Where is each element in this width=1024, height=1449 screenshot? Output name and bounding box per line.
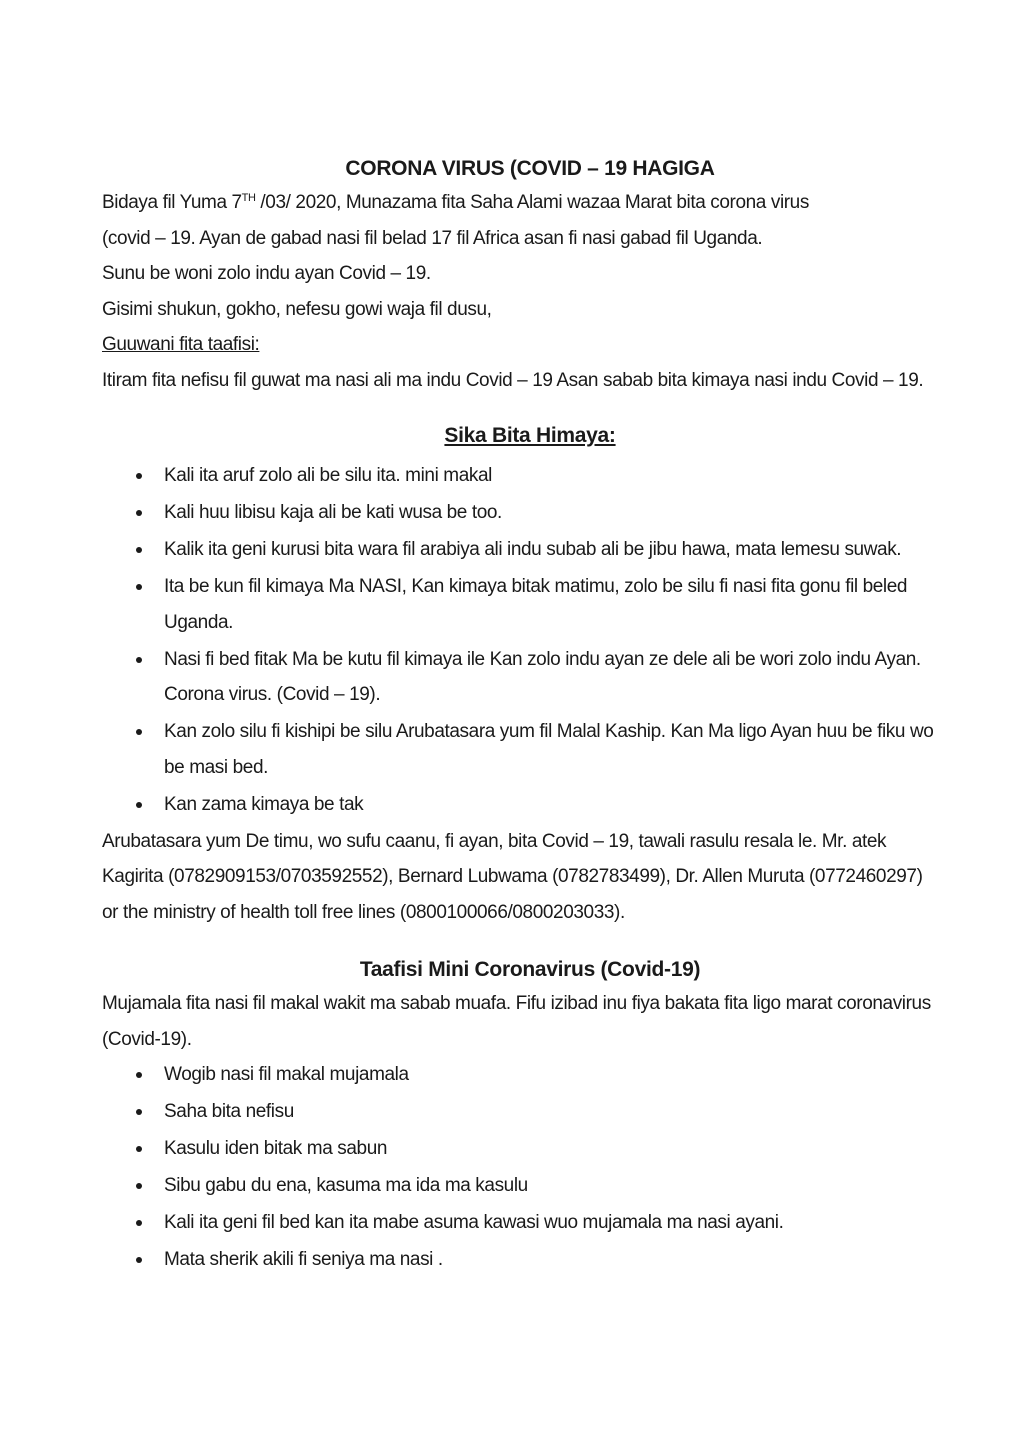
bullet-icon: [136, 729, 142, 735]
list-item: [102, 1131, 942, 1167]
list-item: [102, 642, 942, 713]
bullet-icon: [136, 547, 142, 553]
bullet-icon: [136, 1220, 142, 1226]
section1-symptoms-line: Sunu be woni zolo indu ayan Covid – 19.: [102, 263, 431, 284]
list-item: [102, 532, 942, 568]
section1-intro-line1: [102, 185, 942, 221]
list-item-text: Sibu gabu du ena, kasuma ma ida ma kasulu: [164, 1175, 528, 1196]
list-item: [102, 714, 942, 785]
list-item: [102, 787, 942, 823]
list-item: [102, 458, 942, 494]
bullet-icon: [136, 1183, 142, 1189]
section3-intro: Mujamala fita nasi fil makal wakit ma sabab muafa. Fifu izibad inu fiya bakata fita ligo marat coronavirus (Covid-19).: [102, 993, 931, 1050]
bullet-icon: [136, 584, 142, 590]
section2-title-text: Sika Bita Himaya:: [444, 424, 616, 447]
bullet-icon: [136, 510, 142, 516]
list-item-text: Kali ita aruf zolo ali be silu ita. mini makal: [164, 465, 492, 486]
list-item: [102, 1205, 942, 1241]
list-item-text: Kali huu libisu kaja ali be kati wusa be too.: [164, 502, 502, 523]
spacer: [102, 398, 942, 420]
section1-intro-line2: (covid – 19. Ayan de gabad nasi fil belad 17 fil Africa asan fi nasi gabad fil Uganda.: [102, 227, 763, 249]
list-item: [102, 1242, 942, 1278]
list-item-text: Ita be kun fil kimaya Ma NASI, Kan kimaya bitak matimu, zolo be silu fi nasi fita gonu fil beled Uganda.: [164, 576, 908, 633]
list-item-text: Nasi fi bed fitak Ma be kutu fil kimaya ile Kan zolo indu ayan ze dele ali be wori zolo indu Ayan. Corona virus. (Covid – 19).: [164, 648, 921, 705]
intro-superscript: TH: [241, 192, 256, 204]
list-item-text: Kan zama kimaya be tak: [164, 793, 364, 815]
section2-title: [102, 420, 942, 452]
list-item-text: Wogib nasi fil makal mujamala: [164, 1064, 409, 1085]
list-item-text: Kalik ita geni kurusi bita wara fil arabiya ali indu subab ali be jibu hawa, mata lemesu suwak.: [164, 539, 902, 560]
bullet-icon: [136, 802, 142, 808]
list-item: [102, 569, 942, 640]
intro-text-before-sup: Bidaya fil Yuma 7: [102, 192, 242, 213]
bullet-icon: [136, 1257, 142, 1263]
list-item-text: Kali ita geni fil bed kan ita mabe asuma kawasi wuo mujamala ma nasi ayani.: [164, 1212, 784, 1233]
bullet-icon: [136, 657, 142, 663]
section1-symptoms-list: Gisimi shukun, gokho, nefesu gowi waja fil dusu,: [102, 298, 492, 320]
list-item: [102, 1057, 942, 1093]
list-item: [102, 495, 942, 531]
section3-title: Taafisi Mini Coronavirus (Covid-19): [359, 958, 701, 981]
intro-text-after-sup: /03/ 2020, Munazama fita Saha Alami wazaa Marat bita corona virus: [255, 192, 809, 213]
bullet-icon: [136, 1109, 142, 1115]
contact-information: Arubatasara yum De timu, wo sufu caanu, fi ayan, bita Covid – 19, tawali rasulu resala le. Mr. atek Kagirita (0782909153/0703592552), Bernard Lubwama (0782783499), Dr. Allen Muruta (0772460297) or the ministry of health toll free lines (0800100066/0800203033).: [102, 830, 923, 923]
section1-title: CORONA VIRUS (COVID – 19 HAGIGA: [345, 157, 715, 180]
bullet-icon: [136, 473, 142, 479]
risk-list: [102, 1057, 942, 1278]
spacer: [102, 930, 942, 954]
prevention-list: [102, 458, 942, 822]
list-item-text: Kasulu iden bitak ma sabun: [164, 1138, 388, 1159]
list-item-text: Saha bita nefisu: [164, 1101, 294, 1122]
transmission-heading: Guuwani fita taafisi:: [102, 334, 260, 355]
list-item-text: Mata sherik akili fi seniya ma nasi .: [164, 1249, 443, 1270]
bullet-icon: [136, 1072, 142, 1078]
document-content: [102, 153, 942, 1279]
list-item: [102, 1094, 942, 1130]
list-item: [102, 1168, 942, 1204]
list-item-text: Kan zolo silu fi kishipi be silu Arubatasara yum fil Malal Kaship. Kan Ma ligo Ayan huu be fiku wo be masi bed.: [164, 721, 934, 778]
transmission-text: Itiram fita nefisu fil guwat ma nasi ali ma indu Covid – 19 Asan sabab bita kimaya nasi indu Covid – 19.: [102, 369, 924, 391]
bullet-icon: [136, 1146, 142, 1152]
